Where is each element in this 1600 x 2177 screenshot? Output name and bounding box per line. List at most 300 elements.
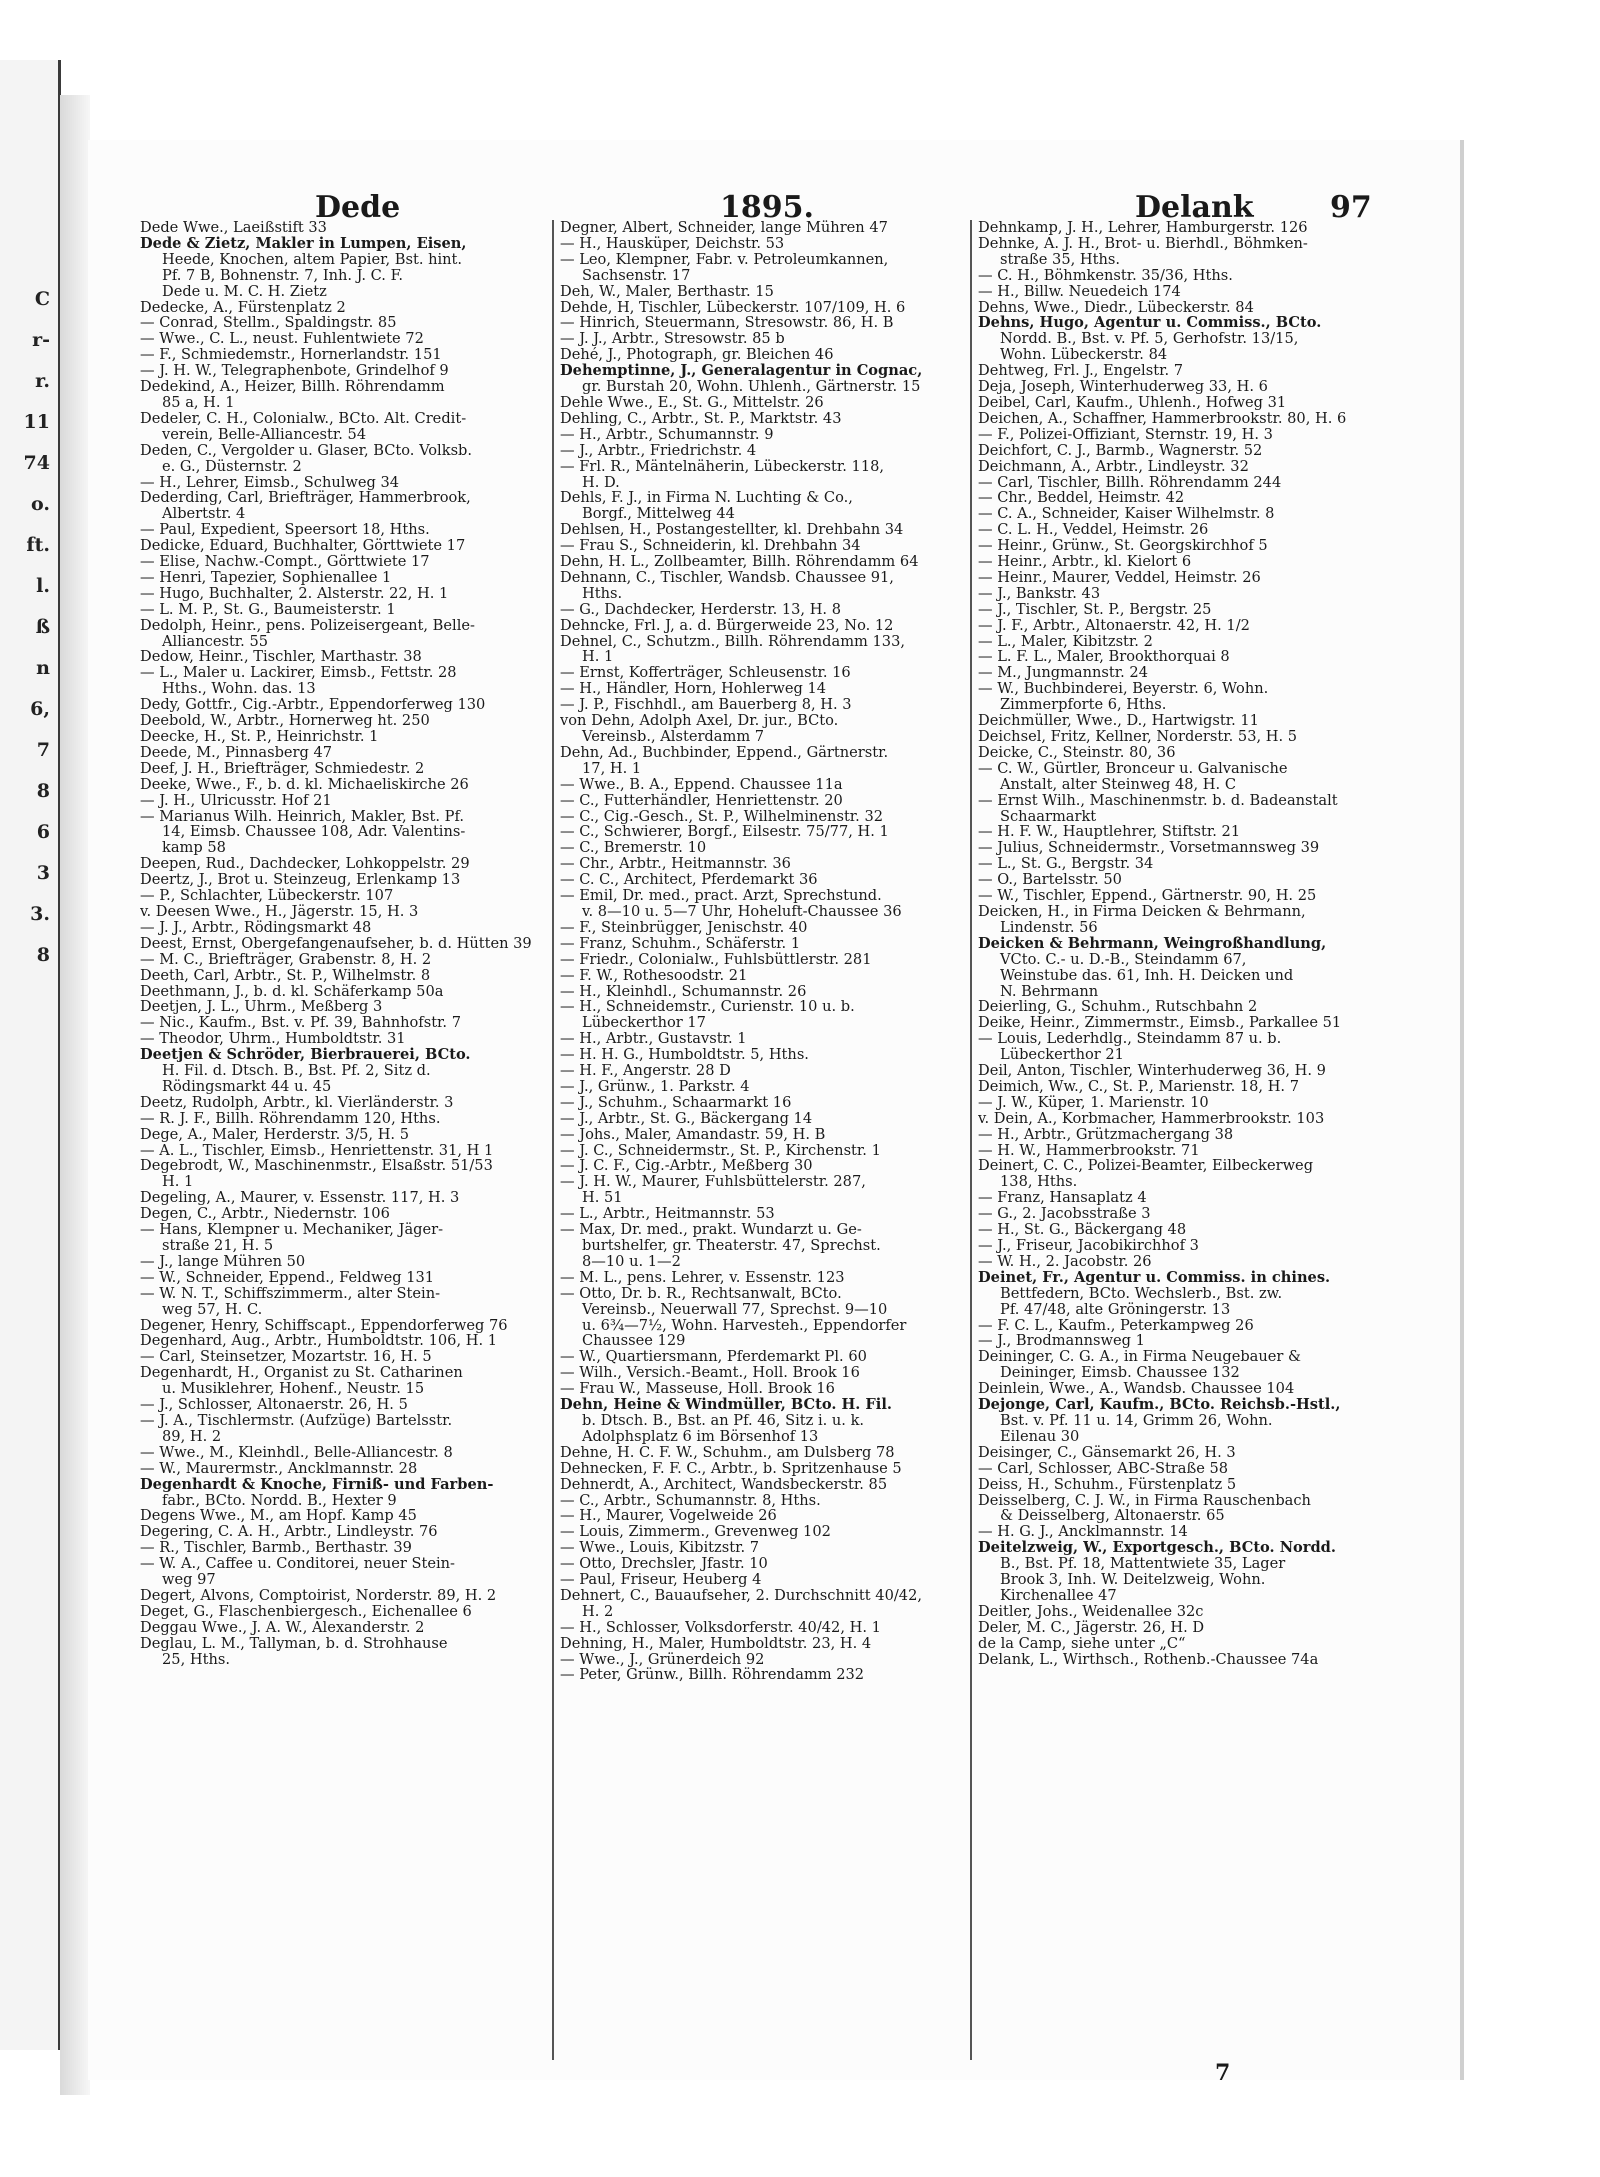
directory-entry-line: — Henri, Tapezier, Sophienallee 1 <box>140 569 392 586</box>
directory-entry-line: Anstalt, alter Steinweg 48, H. C <box>1000 776 1236 793</box>
directory-entry-line: H. 1 <box>582 649 614 666</box>
directory-entry-line: Degenhard, Aug., Arbtr., Humboldtstr. 106, H. 1 <box>140 1333 498 1350</box>
directory-entry-line: — H. G. J., Ancklmannstr. 14 <box>978 1524 1188 1541</box>
directory-entry-line: 89, H. 2 <box>162 1428 222 1445</box>
directory-entry-line: — Hugo, Buchhalter, 2. Alsterstr. 22, H. 1 <box>140 585 449 602</box>
directory-entry-line: — W., Tischler, Eppend., Gärtnerstr. 90, H. 25 <box>978 888 1317 904</box>
directory-entry-line: Deichfort, C. J., Barmb., Wagnerstr. 52 <box>978 442 1263 459</box>
directory-entry-line: — H., Arbtr., Gustavstr. 1 <box>560 1031 747 1048</box>
directory-entry-line: Dehde, H, Tischler, Lübeckerstr. 107/109, H. 6 <box>560 299 906 316</box>
directory-entry-line: — J. J., Arbtr., Stresowstr. 85 b <box>560 331 785 348</box>
directory-entry-line: — C. A., Schneider, Kaiser Wilhelmstr. 8 <box>978 506 1275 523</box>
directory-entry-line: Dehling, C., Arbtr., St. P., Marktstr. 43 <box>560 410 842 427</box>
directory-entry-line: — F., Steinbrügger, Jenischstr. 40 <box>560 919 808 936</box>
directory-entry-line: Hths. <box>582 585 623 602</box>
directory-entry-line: — Otto, Dr. b. R., Rechtsanwalt, BCto. <box>560 1285 842 1302</box>
directory-entry-line: H. Fil. d. Dtsch. B., Bst. Pf. 2, Sitz d. <box>162 1063 431 1079</box>
directory-entry-line: Dehnkamp, J. H., Lehrer, Hamburgerstr. 126 <box>978 220 1308 236</box>
directory-entry-line: verein, Belle-Alliancestr. 54 <box>162 426 367 443</box>
directory-entry-line: Alliancestr. 55 <box>162 633 269 650</box>
directory-entry-line: — J. H. W., Telegraphenbote, Grindelhof 9 <box>140 363 449 380</box>
directory-entry-line: — Ernst Wilh., Maschinenmstr. b. d. Badeanstalt <box>978 792 1338 809</box>
directory-entry-line: — L., St. G., Bergstr. 34 <box>978 856 1154 873</box>
directory-entry-line: — Wilh., Versich.-Beamt., Holl. Brook 16 <box>560 1365 860 1382</box>
directory-entry-line: Lübeckerthor 17 <box>582 1015 706 1032</box>
directory-entry-line: — L., Maler, Kibitzstr. 2 <box>978 633 1153 650</box>
directory-entry-line: — J., Arbtr., Friedrichstr. 4 <box>560 442 757 459</box>
directory-entry-line: — F. W., Rothesoodstr. 21 <box>560 967 748 984</box>
directory-entry-line: VCto. C.- u. D.-B., Steindamm 67, <box>1000 951 1247 968</box>
directory-entry-line: — Paul, Expedient, Speersort 18, Hths. <box>140 522 430 539</box>
directory-entry-line: burtshelfer, gr. Theaterstr. 47, Sprechst. <box>582 1238 881 1254</box>
directory-entry-line: Deike, Heinr., Zimmermstr., Eimsb., Parkallee 51 <box>978 1015 1342 1032</box>
adjacent-page-fragment: 8 <box>36 944 50 966</box>
directory-entry-line: kamp 58 <box>162 840 226 857</box>
directory-entry-line: — H., Schneidemstr., Curienstr. 10 u. b. <box>560 999 855 1016</box>
adjacent-page-fragment: C <box>34 288 50 310</box>
adjacent-page-strip <box>0 60 61 2050</box>
directory-entry-line: Degen, C., Arbtr., Niedernstr. 106 <box>140 1206 390 1223</box>
directory-entry-line: — Chr., Beddel, Heimstr. 42 <box>978 490 1185 507</box>
directory-entry-line: — Hans, Klempner u. Mechaniker, Jäger- <box>140 1222 444 1238</box>
directory-entry-line: — Frau W., Masseuse, Holl. Brook 16 <box>560 1381 835 1398</box>
directory-entry-line: Heede, Knochen, altem Papier, Bst. hint. <box>162 251 463 268</box>
directory-entry-line: Deitelzweig, W., Exportgesch., BCto. Nordd. <box>978 1540 1336 1557</box>
directory-entry-line: — Paul, Friseur, Heuberg 4 <box>560 1572 762 1588</box>
directory-entry-line: — Emil, Dr. med., pract. Arzt, Sprechstund. <box>560 888 882 904</box>
directory-entry-line: Dejonge, Carl, Kaufm., BCto. Reichsb.-Hstl., <box>978 1397 1341 1413</box>
directory-entry-line: Eilenau 30 <box>1000 1428 1080 1445</box>
directory-entry-line: Brook 3, Inh. W. Deitelzweig, Wohn. <box>1000 1572 1266 1588</box>
directory-entry-line: Kirchenallee 47 <box>1000 1587 1117 1604</box>
directory-entry-line: — Marianus Wilh. Heinrich, Makler, Bst. Pf. <box>140 808 464 825</box>
adjacent-page-fragment: n <box>36 657 50 679</box>
directory-entry-line: v. Dein, A., Korbmacher, Hammerbrookstr. 103 <box>978 1110 1325 1127</box>
directory-entry-line: Dehé, J., Photograph, gr. Bleichen 46 <box>560 347 834 364</box>
directory-entry-line: Schaarmarkt <box>1000 808 1097 825</box>
directory-entry-line: Deisinger, C., Gänsemarkt 26, H. 3 <box>978 1444 1236 1461</box>
directory-entry-line: — J. P., Fischhdl., am Bauerberg 8, H. 3 <box>560 697 852 714</box>
directory-entry-line: Dehns, Hugo, Agentur u. Commiss., BCto. <box>978 315 1322 332</box>
directory-entry-line: Deichmann, A., Arbtr., Lindleystr. 32 <box>978 458 1249 475</box>
directory-entry-line: 25, Hths. <box>162 1651 230 1668</box>
directory-entry-line: weg 57, H. C. <box>162 1301 263 1318</box>
directory-entry-line: Degner, Albert, Schneider, lange Mühren 47 <box>560 220 888 236</box>
directory-entry-line: — Elise, Nachw.-Compt., Görttwiete 17 <box>140 554 430 570</box>
directory-entry-line: Degenhardt, H., Organist zu St. Catharinen <box>140 1365 463 1382</box>
directory-entry-line: Dehnerdt, A., Architect, Wandsbeckerstr. 85 <box>560 1476 888 1493</box>
directory-entry-line: — Wwe., M., Kleinhdl., Belle-Alliancestr. 8 <box>140 1444 453 1461</box>
directory-entry-line: Deepen, Rud., Dachdecker, Lohkoppelstr. 29 <box>140 856 470 873</box>
directory-entry-line: — P., Schlachter, Lübeckerstr. 107 <box>140 888 394 904</box>
directory-entry-line: Pf. 47/48, alte Gröningerstr. 13 <box>1000 1301 1231 1318</box>
directory-entry-line: — Theodor, Uhrm., Humboldtstr. 31 <box>140 1031 406 1048</box>
adjacent-page-fragment: 74 <box>23 452 50 474</box>
directory-entry-line: Deden, C., Vergolder u. Glaser, BCto. Volksb. <box>140 442 473 459</box>
directory-entry-line: — W., Buchbinderei, Beyerstr. 6, Wohn. <box>978 681 1269 698</box>
directory-entry-line: — Franz, Hansaplatz 4 <box>978 1190 1147 1207</box>
directory-entry-line: Dederding, Carl, Briefträger, Hammerbrook, <box>140 490 471 507</box>
directory-entry-line: Pf. 7 B, Bohnenstr. 7, Inh. J. C. F. <box>162 267 404 284</box>
directory-entry-line: — Wwe., B. A., Eppend. Chaussee 11a <box>560 776 843 793</box>
adjacent-page-fragment: l. <box>36 575 50 597</box>
directory-entry-line: de la Camp, siehe unter „C“ <box>978 1635 1186 1652</box>
directory-entry-line: e. G., Düsternstr. 2 <box>162 458 302 475</box>
directory-entry-line: Dehls, F. J., in Firma N. Luchting & Co., <box>560 490 853 507</box>
directory-entry-line: — Ernst, Kofferträger, Schleusenstr. 16 <box>560 665 851 682</box>
directory-entry-line: — W. A., Caffee u. Conditorei, neuer Stein- <box>140 1556 455 1573</box>
directory-entry-line: v. Deesen Wwe., H., Jägerstr. 15, H. 3 <box>140 903 419 920</box>
directory-entry-line: — M. C., Briefträger, Grabenstr. 8, H. 2 <box>140 951 432 968</box>
directory-entry-line: — C., Bremerstr. 10 <box>560 840 707 857</box>
directory-entry-line: — J., Schlosser, Altonaerstr. 26, H. 5 <box>140 1397 408 1413</box>
directory-entry-line: — Hinrich, Steuermann, Stresowstr. 86, H. B <box>560 315 894 332</box>
directory-entry-line: — Wwe., Louis, Kibitzstr. 7 <box>560 1540 760 1557</box>
directory-entry-line: — Max, Dr. med., prakt. Wundarzt u. Ge- <box>560 1222 862 1238</box>
directory-entry-line: Dehle Wwe., E., St. G., Mittelstr. 26 <box>560 394 824 411</box>
directory-entry-line: — J. C. F., Cig.-Arbtr., Meßberg 30 <box>560 1158 813 1175</box>
adjacent-page-fragment: r. <box>35 370 50 392</box>
adjacent-page-fragment: 3. <box>30 903 50 925</box>
directory-entry-line: H. 2 <box>582 1603 614 1620</box>
directory-entry-line: — J., Grünw., 1. Parkstr. 4 <box>560 1078 750 1095</box>
directory-entry-line: — C. H., Böhmkenstr. 35/36, Hths. <box>978 267 1233 284</box>
directory-entry-line: b. Dtsch. B., Bst. an Pf. 46, Sitz i. u. k. <box>582 1412 865 1429</box>
directory-entry-line: — H., Kleinhdl., Schumannstr. 26 <box>560 983 807 1000</box>
directory-entry-line: — F., Schmiedemstr., Hornerlandstr. 151 <box>140 347 442 364</box>
directory-entry-line: Deetjen & Schröder, Bierbrauerei, BCto. <box>140 1047 471 1064</box>
directory-entry-line: Dehn, Heine & Windmüller, BCto. H. Fil. <box>560 1397 892 1413</box>
adjacent-page-fragment: 8 <box>36 780 50 802</box>
directory-entry-line: — R. J. F., Billh. Röhrendamm 120, Hths. <box>140 1110 441 1127</box>
directory-entry-line: Zimmerpforte 6, Hths. <box>1000 697 1167 714</box>
directory-entry-line: — Chr., Arbtr., Heitmannstr. 36 <box>560 856 791 873</box>
directory-entry-line: Dehnel, C., Schutzm., Billh. Röhrendamm 133, <box>560 633 905 650</box>
directory-entry-line: 85 a, H. 1 <box>162 394 235 411</box>
directory-entry-line: Lübeckerthor 21 <box>1000 1047 1124 1064</box>
directory-entry-line: — J., Brodmannsweg 1 <box>978 1333 1145 1350</box>
directory-entry-line: u. 6¾—7½, Wohn. Harvesteh., Eppendorfer <box>582 1317 907 1334</box>
directory-entry-line: — Heinr., Grünw., St. Georgskirchhof 5 <box>978 538 1268 555</box>
directory-entry-line: — C., Futterhändler, Henriettenstr. 20 <box>560 792 843 809</box>
directory-entry-line: Degebrodt, W., Maschinenmstr., Elsaßstr. 51/53 <box>140 1158 493 1175</box>
directory-entry-line: H. D. <box>582 474 620 491</box>
directory-entry-line: — G., 2. Jacobsstraße 3 <box>978 1206 1151 1223</box>
directory-entry-line: — Otto, Drechsler, Jfastr. 10 <box>560 1556 768 1573</box>
directory-entry-line: — Carl, Schlosser, ABC-Straße 58 <box>978 1460 1229 1477</box>
directory-entry-line: Deinlein, Wwe., A., Wandsb. Chaussee 104 <box>978 1381 1295 1398</box>
directory-entry-line: Deinet, Fr., Agentur u. Commiss. in chines. <box>978 1269 1331 1286</box>
directory-entry-line: — H., Hausküper, Deichstr. 53 <box>560 235 785 252</box>
directory-entry-line: — Friedr., Colonialw., Fuhlsbüttlerstr. 281 <box>560 951 872 968</box>
directory-entry-line: — Carl, Steinsetzer, Mozartstr. 16, H. 5 <box>140 1349 432 1366</box>
directory-entry-line: — R., Tischler, Barmb., Berthastr. 39 <box>140 1540 412 1557</box>
directory-entry-line: Deeth, Carl, Arbtr., St. P., Wilhelmstr. 8 <box>140 967 431 984</box>
adjacent-page-fragment: ft. <box>26 534 50 556</box>
directory-entry-line: Deininger, Eimsb. Chaussee 132 <box>1000 1365 1240 1382</box>
directory-entry-line: Dehnecken, F. F. C., Arbtr., b. Spritzenhause 5 <box>560 1460 902 1477</box>
directory-entry-line: — O., Bartelsstr. 50 <box>978 872 1122 889</box>
directory-columns <box>140 220 1380 2060</box>
directory-entry-line: — H. H. G., Humboldtstr. 5, Hths. <box>560 1047 809 1064</box>
directory-entry-line: — H. F. W., Hauptlehrer, Stiftstr. 21 <box>978 824 1241 841</box>
directory-entry-line: — J., Friseur, Jacobikirchhof 3 <box>978 1238 1199 1254</box>
directory-entry-line: Dedow, Heinr., Tischler, Marthastr. 38 <box>140 649 422 666</box>
directory-entry-line: Borgf., Mittelweg 44 <box>582 506 735 523</box>
directory-entry-line: — H., Maurer, Vogelweide 26 <box>560 1508 777 1525</box>
directory-entry-line: Deef, J. H., Briefträger, Schmiedestr. 2 <box>140 760 425 777</box>
directory-entry-line: gr. Burstah 20, Wohn. Uhlenh., Gärtnerstr. 15 <box>582 379 921 395</box>
directory-entry-line: — Louis, Zimmerm., Grevenweg 102 <box>560 1524 831 1541</box>
directory-entry-line: Deisselberg, C. J. W., in Firma Rauschenbach <box>978 1492 1311 1509</box>
directory-entry-line: — J., Schuhm., Schaarmarkt 16 <box>560 1094 792 1111</box>
directory-entry-line: — C. C., Architect, Pferdemarkt 36 <box>560 872 818 889</box>
header-left-word: Dede <box>315 190 401 225</box>
column-right <box>970 220 1388 2060</box>
directory-entry-line: Deest, Ernst, Obergefangenaufseher, b. d. Hütten 39 <box>140 935 532 952</box>
adjacent-page-fragment: o. <box>31 493 50 515</box>
directory-entry-line: — Carl, Tischler, Billh. Röhrendamm 244 <box>978 474 1282 491</box>
directory-entry-line: H. 51 <box>582 1190 623 1207</box>
adjacent-page-fragment: 6 <box>36 821 50 843</box>
directory-entry-line: — Wwe., J., Grünerdeich 92 <box>560 1651 765 1668</box>
adjacent-page-fragment: ß <box>35 616 50 638</box>
directory-entry-line: Vereinsb., Alsterdamm 7 <box>582 729 765 745</box>
directory-entry-line: Dedolph, Heinr., pens. Polizeisergeant, Belle- <box>140 617 475 634</box>
directory-entry-line: Deede, M., Pinnasberg 47 <box>140 744 333 761</box>
directory-entry-line: 14, Eimsb. Chaussee 108, Adr. Valentins- <box>162 824 466 841</box>
directory-entry-line: — J. W., Küper, 1. Marienstr. 10 <box>978 1094 1209 1111</box>
directory-entry-line: — J. F., Arbtr., Altonaerstr. 42, H. 1/2 <box>978 617 1250 634</box>
directory-entry-line: Degert, Alvons, Comptoirist, Norderstr. 89, H. 2 <box>140 1587 497 1604</box>
adjacent-page-fragments <box>4 290 54 987</box>
column-left <box>140 220 560 2060</box>
directory-entry-line: Dedicke, Eduard, Buchhalter, Görttwiete 17 <box>140 538 466 555</box>
directory-entry-line: Degeling, A., Maurer, v. Essenstr. 117, H. 3 <box>140 1190 460 1207</box>
directory-entry-line: Dehnke, A. J. H., Brot- u. Bierhdl., Böhmken- <box>978 235 1308 252</box>
directory-entry-line: Deitler, Johs., Weidenallee 32c <box>978 1603 1204 1620</box>
header-right-word: Delank <box>1135 190 1254 225</box>
directory-entry-line: Dehn, Ad., Buchbinder, Eppend., Gärtnerstr. <box>560 744 889 761</box>
directory-entry-line: weg 97 <box>162 1572 216 1588</box>
directory-entry-line: — Leo, Klempner, Fabr. v. Petroleumkannen, <box>560 251 889 268</box>
directory-entry-line: — H., St. G., Bäckergang 48 <box>978 1222 1187 1238</box>
directory-entry-line: — Wwe., C. L., neust. Fuhlentwiete 72 <box>140 331 424 348</box>
directory-entry-line: Deinert, C. C., Polizei-Beamter, Eilbeckerweg <box>978 1158 1314 1175</box>
directory-entry-line: Sachsenstr. 17 <box>582 267 691 284</box>
directory-entry-line: Albertstr. 4 <box>162 506 246 523</box>
directory-entry-line: Deggau Wwe., J. A. W., Alexanderstr. 2 <box>140 1619 425 1636</box>
directory-entry-line: — Johs., Maler, Amandastr. 59, H. B <box>560 1126 826 1143</box>
directory-entry-line: Dehtweg, Frl. J., Engelstr. 7 <box>978 363 1184 380</box>
directory-entry-line: Weinstube das. 61, Inh. H. Deicken und <box>1000 967 1294 984</box>
directory-entry-line: Dehn, H. L., Zollbeamter, Billh. Röhrendamm 64 <box>560 554 919 570</box>
directory-entry-line: Deiss, H., Schuhm., Fürstenplatz 5 <box>978 1476 1237 1493</box>
directory-entry-line: straße 35, Hths. <box>1000 251 1121 268</box>
directory-entry-line: 17, H. 1 <box>582 760 642 777</box>
directory-entry-line: N. Behrmann <box>1000 983 1099 1000</box>
directory-entry-line: — Frl. R., Mäntelnäherin, Lübeckerstr. 118, <box>560 458 885 475</box>
directory-entry-line: Dede Wwe., Laeißstift 33 <box>140 220 327 236</box>
directory-entry-line: Deibel, Carl, Kaufm., Uhlenh., Hofweg 31 <box>978 394 1287 411</box>
directory-entry-line: Deget, G., Flaschenbiergesch., Eichenallee 6 <box>140 1603 472 1620</box>
directory-entry-line: Deler, M. C., Jägerstr. 26, H. D <box>978 1619 1205 1636</box>
directory-entry-line: — W., Schneider, Eppend., Feldweg 131 <box>140 1269 435 1286</box>
directory-entry-line: Nordd. B., Bst. v. Pf. 5, Gerhofstr. 13/15, <box>1000 331 1299 348</box>
directory-entry-line: & Deisselberg, Altonaerstr. 65 <box>1000 1508 1225 1525</box>
directory-entry-line: Deeke, Wwe., F., b. d. kl. Michaeliskirche 26 <box>140 776 469 793</box>
directory-entry-line: Deichen, A., Schaffner, Hammerbrookstr. 80, H. 6 <box>978 410 1347 427</box>
directory-entry-line: Dehncke, Frl. J, a. d. Bürgerweide 23, No. 12 <box>560 617 894 634</box>
directory-entry-line: Dege, A., Maler, Herderstr. 3/5, H. 5 <box>140 1126 409 1143</box>
directory-entry-line: 138, Hths. <box>1000 1174 1078 1191</box>
directory-entry-line: — Franz, Schuhm., Schäferstr. 1 <box>560 935 801 952</box>
directory-entry-line: Dehemptinne, J., Generalagentur in Cognac, <box>560 363 923 380</box>
directory-entry-line: — Julius, Schneidermstr., Vorsetmannsweg 39 <box>978 840 1320 857</box>
directory-entry-line: Dehns, Wwe., Diedr., Lübeckerstr. 84 <box>978 299 1254 316</box>
directory-entry-line: Bettfedern, BCto. Wechslerb., Bst. zw. <box>1000 1285 1283 1302</box>
directory-entry-line: — Louis, Lederhdlg., Steindamm 87 u. b. <box>978 1031 1282 1048</box>
directory-entry-line: — Frau S., Schneiderin, kl. Drehbahn 34 <box>560 538 861 555</box>
directory-entry-line: Dehlsen, H., Postangestellter, kl. Drehbahn 34 <box>560 522 904 539</box>
book-spine <box>60 95 90 2095</box>
adjacent-page-fragment: 6, <box>30 698 50 720</box>
header-year: 1895. <box>720 190 814 225</box>
directory-entry-line: — L. M. P., St. G., Baumeisterstr. 1 <box>140 601 396 618</box>
directory-entry-line: Deimich, Ww., C., St. P., Marienstr. 18, H. 7 <box>978 1078 1299 1095</box>
directory-entry-line: — J. J., Arbtr., Rödingsmarkt 48 <box>140 919 372 936</box>
directory-entry-line: Deja, Joseph, Winterhuderweg 33, H. 6 <box>978 379 1268 395</box>
directory-entry-line: Dedecke, A., Fürstenplatz 2 <box>140 299 346 316</box>
directory-entry-line: Deecke, H., St. P., Heinrichstr. 1 <box>140 729 379 745</box>
directory-entry-line: Degering, C. A. H., Arbtr., Lindleystr. 76 <box>140 1524 438 1541</box>
directory-entry-line: Deglau, L. M., Tallyman, b. d. Strohhause <box>140 1635 448 1652</box>
directory-entry-line: fabr., BCto. Nordd. B., Hexter 9 <box>162 1492 397 1509</box>
directory-entry-line: — W. H., 2. Jacobstr. 26 <box>978 1253 1152 1270</box>
directory-entry-line: Lindenstr. 56 <box>1000 919 1098 936</box>
directory-entry-line: — Heinr., Arbtr., kl. Kielort 6 <box>978 554 1192 570</box>
directory-entry-line: — C., Cig.-Gesch., St. P., Wilhelminenstr. 32 <box>560 808 884 825</box>
directory-entry-line: — W. N. T., Schiffszimmerm., alter Stein- <box>140 1285 441 1302</box>
directory-entry-line: Deetz, Rudolph, Arbtr., kl. Vierländerstr. 3 <box>140 1094 454 1111</box>
directory-entry-line: Dedekind, A., Heizer, Billh. Röhrendamm <box>140 379 445 395</box>
directory-entry-line: Degener, Henry, Schiffscapt., Eppendorferweg 76 <box>140 1317 508 1334</box>
directory-entry-line: — G., Dachdecker, Herderstr. 13, H. 8 <box>560 601 841 618</box>
directory-entry-line: — H. F., Angerstr. 28 D <box>560 1063 731 1079</box>
directory-entry-line: — J., Bankstr. 43 <box>978 585 1101 602</box>
directory-entry-line: straße 21, H. 5 <box>162 1238 274 1254</box>
directory-entry-line: — L., Maler u. Lackirer, Eimsb., Fettstr. 28 <box>140 665 457 682</box>
directory-entry-line: Deethmann, J., b. d. kl. Schäferkamp 50a <box>140 983 444 1000</box>
directory-entry-line: Delank, L., Wirthsch., Rothenb.-Chaussee 74a <box>978 1651 1319 1668</box>
directory-entry-line: — L. F. L., Maler, Brookthorquai 8 <box>978 649 1230 666</box>
directory-entry-line: Vereinsb., Neuerwall 77, Sprechst. 9—10 <box>582 1301 888 1318</box>
directory-entry-line: u. Musiklehrer, Hohenf., Neustr. 15 <box>162 1381 425 1398</box>
directory-entry-line: Deichmüller, Wwe., D., Hartwigstr. 11 <box>978 713 1259 729</box>
directory-entry-line: — W., Quartiersmann, Pferdemarkt Pl. 60 <box>560 1349 867 1366</box>
directory-entry-line: Rödingsmarkt 44 u. 45 <box>162 1078 332 1095</box>
directory-entry-line: Chaussee 129 <box>582 1333 686 1350</box>
directory-entry-line: — C., Arbtr., Schumannstr. 8, Hths. <box>560 1492 821 1509</box>
directory-entry-line: — J., lange Mühren 50 <box>140 1253 306 1270</box>
directory-entry-line: Deil, Anton, Tischler, Winterhuderweg 36, H. 9 <box>978 1063 1326 1079</box>
directory-entry-line: von Dehn, Adolph Axel, Dr. jur., BCto. <box>560 713 839 729</box>
directory-entry-line: Dehning, H., Maler, Humboldtstr. 23, H. 4 <box>560 1635 872 1652</box>
directory-entry-line: Dede & Zietz, Makler in Lumpen, Eisen, <box>140 235 467 252</box>
adjacent-page-fragment: 3 <box>36 862 50 884</box>
directory-entry-line: — C., Schwierer, Borgf., Eilsestr. 75/77, H. 1 <box>560 824 889 841</box>
directory-entry-line: H. 1 <box>162 1174 194 1191</box>
directory-entry-line: Bst. v. Pf. 11 u. 14, Grimm 26, Wohn. <box>1000 1412 1273 1429</box>
directory-entry-line: Adolphsplatz 6 im Börsenhof 13 <box>582 1428 819 1445</box>
directory-entry-line: v. 8—10 u. 5—7 Uhr, Hoheluft-Chaussee 36 <box>582 903 902 920</box>
directory-entry-line: — C. L. H., Veddel, Heimstr. 26 <box>978 522 1209 539</box>
directory-entry-line: Dede u. M. C. H. Zietz <box>162 283 327 300</box>
directory-entry-line: Hths., Wohn. das. 13 <box>162 681 316 698</box>
directory-entry-line: Dedeler, C. H., Colonialw., BCto. Alt. Credit- <box>140 410 467 427</box>
directory-entry-line: — H., Lehrer, Eimsb., Schulweg 34 <box>140 474 400 491</box>
directory-entry-line: — Peter, Grünw., Billh. Röhrendamm 232 <box>560 1667 865 1684</box>
directory-entry-line: — J. C., Schneidermstr., St. P., Kirchenstr. 1 <box>560 1142 881 1159</box>
signature-mark: 7 <box>1215 2060 1231 2086</box>
directory-entry-line: — J., Arbtr., St. G., Bäckergang 14 <box>560 1110 813 1127</box>
directory-entry-line: — H., Arbtr., Schumannstr. 9 <box>560 426 774 443</box>
directory-entry-line: Deetjen, J. L., Uhrm., Meßberg 3 <box>140 999 383 1016</box>
directory-entry-line: — W., Maurermstr., Ancklmannstr. 28 <box>140 1460 418 1477</box>
directory-entry-line: Deininger, C. G. A., in Firma Neugebauer & <box>978 1349 1302 1366</box>
directory-entry-line: — L., Arbtr., Heitmannstr. 53 <box>560 1206 775 1223</box>
directory-entry-line: 8—10 u. 1—2 <box>582 1253 681 1270</box>
directory-entry-line: — F., Polizei-Offiziant, Sternstr. 19, H. 3 <box>978 426 1273 443</box>
adjacent-page-fragment: r- <box>32 329 50 351</box>
directory-entry-line: Deertz, J., Brot u. Steinzeug, Erlenkamp 13 <box>140 872 461 889</box>
directory-entry-line: Dehnann, C., Tischler, Wandsb. Chaussee 91, <box>560 569 894 586</box>
directory-entry-line: Deicken, H., in Firma Deicken & Behrmann, <box>978 903 1306 920</box>
directory-entry-line: — J., Tischler, St. P., Bergstr. 25 <box>978 601 1212 618</box>
directory-entry-line: Wohn. Lübeckerstr. 84 <box>1000 347 1168 364</box>
directory-entry-line: — M., Jungmannstr. 24 <box>978 665 1148 682</box>
directory-entry-line: Dedy, Gottfr., Cig.-Arbtr., Eppendorferweg 130 <box>140 697 486 714</box>
directory-entry-line: — Conrad, Stellm., Spaldingstr. 85 <box>140 315 397 332</box>
directory-entry-line: Degens Wwe., M., am Hopf. Kamp 45 <box>140 1508 417 1525</box>
directory-entry-line: — Heinr., Maurer, Veddel, Heimstr. 26 <box>978 569 1261 586</box>
directory-entry-line: — J. H., Ulricusstr. Hof 21 <box>140 792 332 809</box>
adjacent-page-fragment: 11 <box>23 411 50 433</box>
directory-entry-line: B., Bst. Pf. 18, Mattentwiete 35, Lager <box>1000 1556 1286 1573</box>
directory-entry-line: — J. A., Tischlermstr. (Aufzüge) Bartelsstr. <box>140 1412 453 1429</box>
directory-entry-line: — Nic., Kaufm., Bst. v. Pf. 39, Bahnhofstr. 7 <box>140 1015 461 1032</box>
directory-entry-line: — J. H. W., Maurer, Fuhlsbüttelerstr. 287, <box>560 1174 866 1191</box>
directory-entry-line: — H., Arbtr., Grützmachergang 38 <box>978 1126 1234 1143</box>
directory-entry-line: Dehnert, C., Bauaufseher, 2. Durchschnitt 40/42, <box>560 1587 922 1604</box>
directory-entry-line: Deh, W., Maler, Berthastr. 15 <box>560 283 774 300</box>
directory-entry-line: Deicke, C., Steinstr. 80, 36 <box>978 744 1176 761</box>
directory-entry-line: Deichsel, Fritz, Kellner, Norderstr. 53, H. 5 <box>978 729 1298 745</box>
directory-entry-line: Deierling, G., Schuhm., Rutschbahn 2 <box>978 999 1258 1016</box>
page-number: 97 <box>1330 190 1372 225</box>
directory-entry-line: Degenhardt & Knoche, Firniß- und Farben- <box>140 1476 494 1493</box>
directory-entry-line: — A. L., Tischler, Eimsb., Henriettenstr. 31, H 1 <box>140 1142 494 1159</box>
directory-entry-line: — C. W., Gürtler, Bronceur u. Galvanische <box>978 760 1288 777</box>
directory-entry-line: — H., Händler, Horn, Hohlerweg 14 <box>560 681 827 698</box>
directory-entry-line: Dehne, H. C. F. W., Schuhm., am Dulsberg 78 <box>560 1444 895 1461</box>
directory-entry-line: — F. C. L., Kaufm., Peterkampweg 26 <box>978 1317 1254 1334</box>
adjacent-page-fragment: 7 <box>36 739 50 761</box>
directory-entry-line: — H. W., Hammerbrookstr. 71 <box>978 1142 1200 1159</box>
directory-entry-line: — H., Schlosser, Volksdorferstr. 40/42, H. 1 <box>560 1619 881 1636</box>
directory-entry-line: Deebold, W., Arbtr., Hornerweg ht. 250 <box>140 713 430 729</box>
directory-entry-line: — M. L., pens. Lehrer, v. Essenstr. 123 <box>560 1269 845 1286</box>
